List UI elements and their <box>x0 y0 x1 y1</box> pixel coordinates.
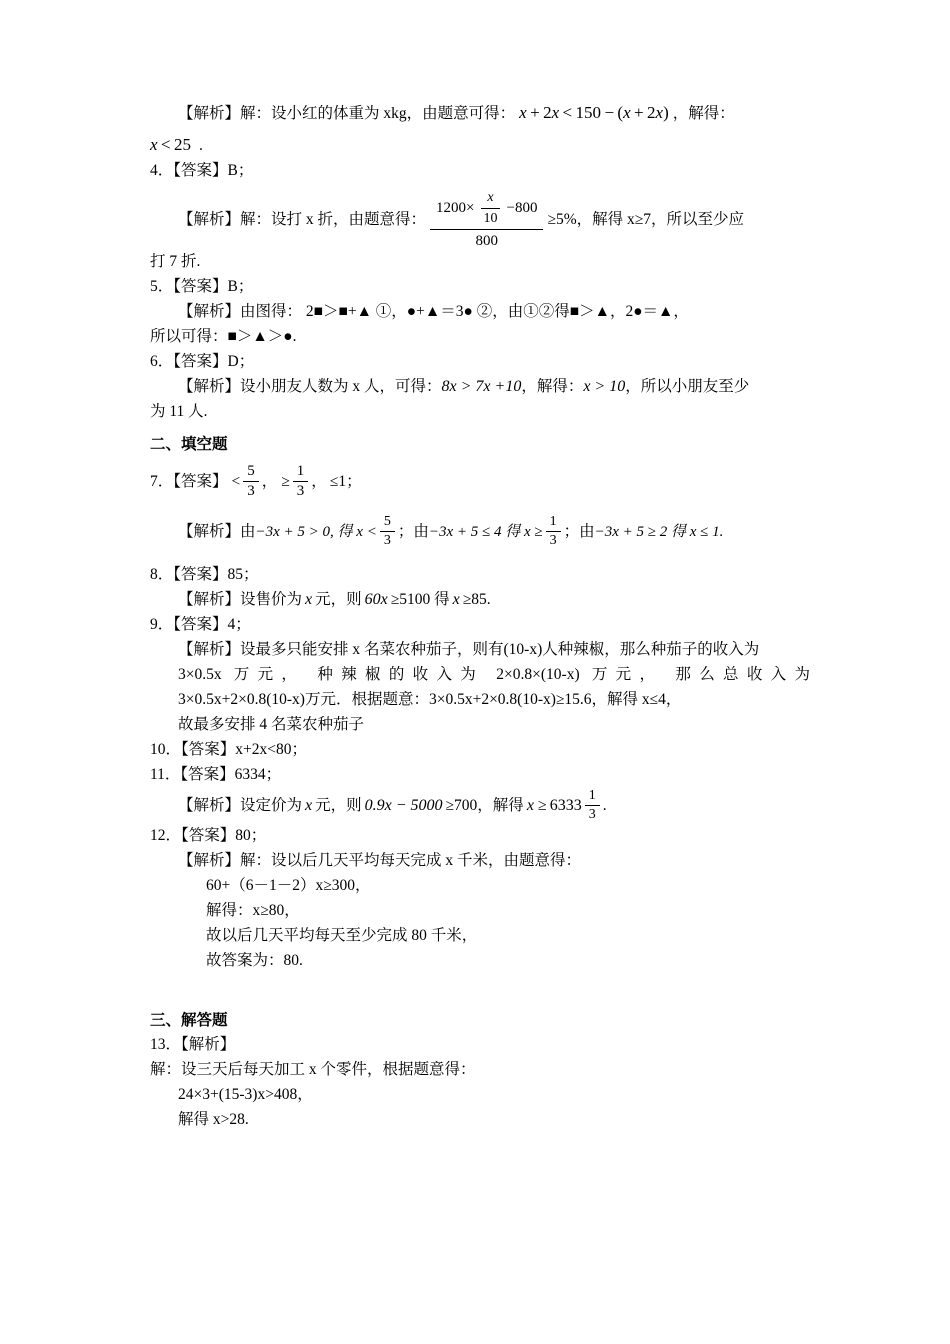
q9-explanation-line3: 3×0.5x+2×0.8(10-x)万元．根据题意：3×0.5x+2×0.8(10-x)≥15.6，解得 x≤4， <box>178 691 682 709</box>
q12-answer: 12．【答案】80； <box>150 826 267 844</box>
q12-explanation-line1: 【解析】解：设以后几天平均每天完成 x 千米，由题意得： <box>178 851 582 869</box>
q3-result-row <box>150 132 810 158</box>
q3-explanation-tail: ，解得： <box>672 105 735 122</box>
q7-frac1-den: 3 <box>247 483 255 500</box>
q12-explanation-line5: 故答案为：80. <box>206 951 303 969</box>
q8-expr-1: 60x <box>364 591 388 609</box>
q7-fraction-2 <box>293 463 309 501</box>
q7-part-3: ≤1； <box>329 472 362 490</box>
q8-tail: ≥85. <box>462 591 491 609</box>
q7-expr-2: −3x + 5 ≤ 4 得 x ≥ <box>428 523 543 540</box>
q3-explanation-text: 【解析】解：设小红的体重为 xkg，由题意可得： <box>178 105 516 122</box>
q7-explanation-lead: 【解析】由 <box>178 523 256 541</box>
document-body <box>150 100 810 1133</box>
q3-result-period: . <box>198 137 203 155</box>
q6-answer: 6．【答案】D； <box>150 352 255 370</box>
q4-relation: ≥5% <box>547 211 577 229</box>
q7-expr-3: −3x + 5 ≥ 2 得 x ≤ 1. <box>594 523 724 540</box>
q11-mixed-den: 3 <box>588 807 596 823</box>
q10-answer: 10．【答案】x+2x<80； <box>150 741 307 759</box>
section-heading-solution: 三、解答题 <box>150 1011 228 1029</box>
q7-frac1-num: 5 <box>243 463 259 482</box>
q12-explanation-line4: 故以后几天平均每天至少完成 80 千米， <box>206 926 478 944</box>
q4-inner-fraction <box>477 190 503 227</box>
q13-line2: 24×3+(15-3)x>408， <box>178 1085 313 1103</box>
q7-exp-sep-1: ；由 <box>397 523 429 541</box>
q4-num-b: −800 <box>506 199 538 216</box>
q11-explanation-lead: 【解析】设定价为 <box>178 797 303 815</box>
q11-mixed-fraction <box>585 788 600 823</box>
q11-explanation-row <box>150 788 810 823</box>
q6-explanation-tail: ，所以小朋友至少 <box>625 377 750 395</box>
section-heading-fill-in-blank: 二、填空题 <box>150 435 228 453</box>
q6-explanation-lead: 【解析】设小朋友人数为 x 人，可得： <box>178 377 442 395</box>
q4-num-a: 1200× <box>436 199 475 216</box>
q7-exp-frac1-den: 3 <box>383 533 391 549</box>
q8-mid-1: 元，则 <box>315 591 362 609</box>
q5-explanation-line1: 【解析】由图得： 2■＞■+▲ ①，●+▲＝3● ②，由①②得■＞▲，2●＝▲， <box>178 302 689 320</box>
q6-explanation-row <box>150 375 810 400</box>
q13-line3: 解得 x>28. <box>178 1110 249 1128</box>
q13-label: 13．【解析】 <box>150 1035 236 1053</box>
q7-answer-lead: 7．【答案】 <box>150 472 228 490</box>
q8-mid-2: ≥5100 得 <box>390 591 450 609</box>
q3-result: x < 25 <box>150 135 191 155</box>
q7-answer-row <box>150 463 810 501</box>
q7-exp-fraction-2 <box>546 514 561 549</box>
q4-fraction <box>430 190 543 250</box>
q6-formula-2: x > 10 <box>583 377 626 395</box>
q7-fraction-1 <box>243 463 259 501</box>
q9-answer: 9．【答案】4； <box>150 616 251 634</box>
q7-exp-frac2-den: 3 <box>549 533 557 549</box>
q6-formula-1: 8x > 7x +10 <box>441 377 522 395</box>
q6-explanation-tail2: 为 11 人. <box>150 402 208 420</box>
q4-explanation-tail2: 打 7 折. <box>150 252 201 270</box>
q8-explanation-row <box>150 588 810 613</box>
q8-answer: 8．【答案】85； <box>150 566 259 584</box>
q11-mid-2: ≥700，解得 <box>445 797 524 815</box>
q4-answer: 4．【答案】B； <box>150 161 254 179</box>
q8-var-2: x <box>452 591 460 609</box>
q4-inner-den: 10 <box>483 210 498 226</box>
q9-explanation-line1: 【解析】设最多只能安排 x 名菜农种茄子，则有(10-x)人种辣椒，那么种茄子的收入为 <box>178 641 760 659</box>
q11-mid-1: 元，则 <box>315 797 362 815</box>
q8-var-1: x <box>305 591 313 609</box>
q11-expr-1: 0.9x − 5000 <box>364 796 443 814</box>
q13-line1: 解：设三天后每天加工 x 个零件，根据题意得： <box>150 1060 476 1078</box>
q7-explanation-row <box>150 514 810 549</box>
q11-answer: 11．【答案】6334； <box>150 766 282 784</box>
q7-exp-frac1-num: 5 <box>380 514 395 532</box>
q11-tail: . <box>602 797 607 815</box>
q5-answer: 5．【答案】B； <box>150 277 254 295</box>
q8-explanation-lead: 【解析】设售价为 <box>178 591 303 609</box>
q7-frac2-den: 3 <box>296 483 305 500</box>
q11-mixed-whole: 6333 <box>549 796 582 814</box>
q11-mixed-num: 1 <box>585 788 600 806</box>
q6-explanation-mid: ，解得： <box>521 377 584 395</box>
q7-rel-1: < <box>231 472 241 490</box>
q11-var-1: x <box>305 796 313 814</box>
q7-exp-fraction-1 <box>380 514 395 549</box>
q7-exp-frac2-num: 1 <box>546 514 561 532</box>
q4-explanation-row <box>150 190 810 250</box>
q7-sep-2: ， <box>311 472 327 490</box>
q9-explanation-line4: 故最多安排 4 名菜农种茄子 <box>178 716 365 734</box>
q7-sep-1: ， <box>261 472 278 490</box>
q5-explanation-line2: 所以可得：■＞▲＞●. <box>150 327 297 345</box>
q11-mixed-number <box>550 788 603 823</box>
q7-rel-2: ≥ <box>281 472 290 490</box>
q3-formula: x + 2x < 150 − (x + 2x) <box>519 103 669 122</box>
q12-explanation-line3: 解得：x≥80， <box>206 901 300 919</box>
q12-explanation-line2: 60+（6－1－2）x≥300， <box>206 876 371 894</box>
q11-var-2: x ≥ <box>526 796 547 814</box>
q4-fraction-denominator: 800 <box>475 232 498 249</box>
q9-explanation-line2: 3×0.5x 万元， 种辣椒的收入为 2×0.8×(10-x) 万元， 那么总收入为 <box>178 666 810 684</box>
q7-frac2-num: 1 <box>293 463 309 482</box>
q4-fraction-numerator <box>430 190 543 230</box>
q4-inner-num: x <box>481 190 499 209</box>
q7-exp-sep-2: ；由 <box>563 523 595 541</box>
q4-explanation-tail: ，解得 x≥7，所以至少应 <box>576 211 745 229</box>
q7-expr-1: −3x + 5 > 0, 得 x < <box>255 523 377 540</box>
q4-explanation-lead: 【解析】解：设打 x 折，由题意得： <box>178 211 427 229</box>
q3-explanation-row <box>150 100 810 126</box>
